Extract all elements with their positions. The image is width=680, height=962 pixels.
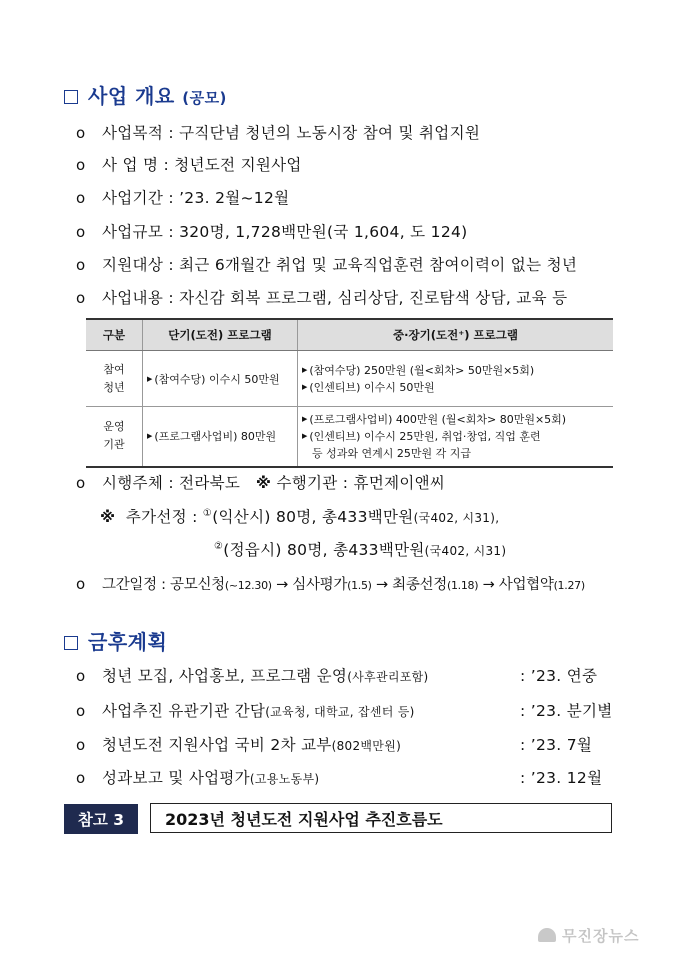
arrow-icon: → [375, 577, 388, 593]
schedule-step: 최종선정 [392, 577, 447, 593]
triangle-bullet-icon: ▶ [302, 414, 308, 423]
table-cell-short [143, 351, 298, 407]
schedule-date: (1.18) [446, 579, 479, 592]
item-value: 청년도전 지원사업 [174, 156, 302, 174]
table-header-long: 중·장기(도전⁺) 프로그램 [298, 319, 614, 351]
extra-key: 추가선정 [125, 508, 187, 526]
circled-number: ② [214, 541, 224, 552]
table-cell-long [298, 351, 614, 407]
bullet-icon: o [76, 667, 86, 685]
arrow-icon: → [482, 577, 495, 593]
plan-item [76, 733, 401, 755]
schedule-row: o 그간일정 : 공모신청(~12.30) → 심사평가(1.5) → 최종선정(1.18) → 사업협약(1.27) [76, 575, 585, 593]
bullet-icon: o [76, 124, 86, 142]
watermark-text: 무진장뉴스 [562, 927, 640, 945]
table-header-short: 단기(도전) 프로그램 [143, 319, 298, 351]
extra-count: 80명, [287, 541, 328, 559]
bullet-icon: o [76, 702, 86, 720]
extra-detail: (국402, 시31), [413, 511, 500, 525]
schedule-date: (~12.30) [224, 579, 272, 592]
long-program-text: (프로그램사업비) 400만원 (월<회차> 80만원×5회) [309, 412, 567, 426]
overview-item-purpose [76, 121, 480, 143]
agency-key: 수행기관 [276, 474, 338, 492]
schedule-step: 공모신청 [170, 577, 225, 593]
schedule-key: 그간일정 [102, 577, 157, 593]
bullet-icon: o [76, 474, 86, 492]
extra-budget: 총433백만원 [333, 541, 425, 559]
table-cell-category [86, 407, 143, 467]
plan-main: 청년 모집, 사업홍보, 프로그램 운영 [102, 667, 348, 685]
table-header-category: 구분 [86, 319, 143, 351]
item-value: 자신감 회복 프로그램, 심리상담, 진로탐색 상담, 교육 등 [179, 289, 568, 307]
plan-main: 사업추진 유관기관 간담 [102, 702, 266, 720]
reference-title: 2023년 청년도전 지원사업 추진흐름도 [150, 803, 612, 833]
extra-region: (정읍시) [223, 541, 282, 559]
plan-note: (교육청, 대학교, 잡센터 등) [265, 705, 415, 719]
long-program-text: (인센티브) 이수시 50만원 [309, 380, 435, 394]
note-mark: ※ [255, 474, 272, 492]
section-title-suffix: (공모) [182, 89, 227, 107]
item-sep: : [158, 156, 175, 174]
plan-item [76, 699, 415, 721]
extra-count: 80명, [275, 508, 317, 526]
bullet-icon: o [76, 256, 86, 274]
item-sep: : [163, 256, 180, 274]
bullet-icon: o [76, 289, 86, 307]
item-key: 사 업 명 [102, 156, 159, 174]
bullet-icon: o [76, 223, 86, 241]
triangle-bullet-icon: ▶ [302, 431, 308, 440]
exec-row: o 시행주체 : 전라북도 ※ 수행기관 : 휴먼제이앤씨 [76, 474, 446, 492]
program-table [86, 318, 613, 468]
bullet-icon: o [76, 769, 86, 787]
plan-note: (고용노동부) [249, 772, 320, 786]
item-sep: : [163, 124, 180, 142]
table-header-row [86, 319, 613, 351]
extra-region: (익산시) [212, 508, 271, 526]
plan-when: : ’23. 12월 [520, 769, 603, 787]
overview-item-target [76, 253, 577, 275]
table-row [86, 407, 613, 467]
note-mark: ※ [100, 508, 116, 526]
table-cell-category [86, 351, 143, 407]
category-line: 운영 [103, 420, 125, 434]
item-sep: : [163, 189, 180, 207]
item-value: 320명, 1,728백만원(국 1,604, 도 124) [179, 223, 468, 241]
schedule-date: (1.27) [553, 579, 585, 592]
plan-main: 청년도전 지원사업 국비 2차 교부 [102, 736, 332, 754]
plan-when: : ’23. 분기별 [520, 702, 613, 720]
bullet-icon: o [76, 156, 86, 174]
agency-value: 휴먼제이앤씨 [353, 474, 446, 492]
plan-note: (사후관리포함) [347, 670, 429, 684]
extra-row-1: ※ 추가선정 : ①(익산시) 80명, 총433백만원(국402, 시31), [100, 508, 500, 526]
item-sep: : [163, 289, 180, 307]
item-key: 사업목적 [102, 124, 164, 142]
item-key: 지원대상 [102, 256, 164, 274]
square-bullet-icon [64, 636, 78, 650]
item-key: 사업기간 [102, 189, 164, 207]
circled-number: ① [202, 508, 213, 519]
short-program-text: (프로그램사업비) 80만원 [154, 430, 277, 444]
triangle-bullet-icon: ▶ [302, 365, 308, 374]
table-row [86, 351, 613, 407]
extra-detail: (국402, 시31) [424, 544, 507, 558]
exec-key: 시행주체 [102, 474, 164, 492]
plan-item [76, 664, 429, 686]
section-title-plan [64, 626, 167, 655]
item-key: 사업규모 [102, 223, 164, 241]
section-title-text: 금후계획 [88, 630, 168, 654]
short-program-text: (참여수당) 이수시 50만원 [154, 372, 280, 386]
schedule-step: 심사평가 [292, 577, 348, 593]
bullet-icon: o [76, 736, 86, 754]
square-bullet-icon [64, 90, 78, 104]
plan-when: : ’23. 7월 [520, 736, 593, 754]
category-line: 청년 [103, 380, 125, 394]
section-title-overview [64, 80, 227, 109]
long-program-text: (참여수당) 250만원 (월<회차> 50만원×5회) [309, 363, 535, 377]
bullet-icon: o [76, 189, 86, 207]
category-line: 기관 [103, 438, 125, 452]
watermark-logo-icon [538, 928, 556, 942]
overview-item-scale [76, 220, 468, 242]
overview-item-name [76, 153, 302, 175]
long-program-text: 등 성과와 연계시 25만원 각 지급 [312, 446, 471, 460]
extra-row-2 [214, 538, 506, 560]
long-program-text: (인센티브) 이수시 25만원, 취업·창업, 직업 훈련 [309, 429, 541, 443]
category-line: 참여 [103, 362, 125, 376]
item-value: 최근 6개월간 취업 및 교육직업훈련 참여이력이 없는 청년 [179, 256, 578, 274]
reference-label: 참고 3 [64, 804, 138, 834]
plan-item [76, 766, 319, 788]
section-title-text: 사업 개요 [88, 84, 175, 108]
table-cell-long [298, 407, 614, 467]
table-cell-short [143, 407, 298, 467]
schedule-step: 사업협약 [498, 577, 554, 593]
plan-main: 성과보고 및 사업평가 [102, 769, 250, 787]
watermark [538, 925, 639, 946]
item-key: 사업내용 [102, 289, 164, 307]
plan-note: (802백만원) [331, 739, 402, 753]
overview-item-period [76, 186, 289, 208]
item-sep: : [163, 223, 180, 241]
plan-when: : ’23. 연중 [520, 667, 598, 685]
triangle-bullet-icon: ▶ [147, 432, 153, 441]
schedule-date: (1.5) [347, 579, 372, 592]
exec-value: 전라북도 [179, 474, 241, 492]
triangle-bullet-icon: ▶ [302, 382, 308, 391]
item-value: 구직단념 청년의 노동시장 참여 및 취업지원 [179, 124, 481, 142]
overview-item-content [76, 286, 567, 308]
arrow-icon: → [276, 577, 288, 593]
item-value: ’23. 2월~12월 [179, 189, 290, 207]
triangle-bullet-icon: ▶ [147, 374, 153, 383]
bullet-icon: o [76, 575, 85, 593]
extra-budget: 총433백만원 [322, 508, 414, 526]
